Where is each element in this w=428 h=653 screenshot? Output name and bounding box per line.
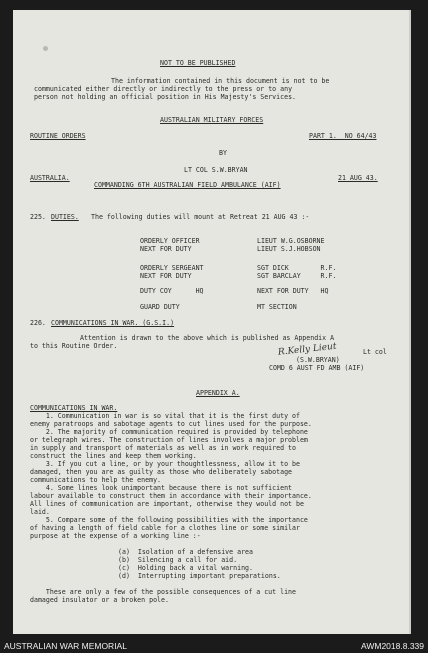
australia-label: AUSTRALIA. (30, 174, 70, 182)
archive-footer (0, 640, 428, 653)
duty-role: DUTY COY HQ (140, 287, 204, 295)
duty-person: LIEUT W.G.OSBORNE (257, 237, 325, 245)
commanding-line: COMMANDING 6TH AUSTRALIAN FIELD AMBULANCE (AIF) (94, 181, 281, 189)
duty-person: MT SECTION (257, 303, 297, 311)
paper-mark (43, 46, 48, 51)
item-225-title: DUTIES. (51, 213, 79, 221)
appendix-line: construct the lines and keep them working. (30, 452, 197, 460)
duty-person: SGT DICK R.F. (257, 264, 337, 272)
appendix-subtitle: COMMUNICATIONS IN WAR. (30, 404, 118, 412)
duty-person: NEXT FOR DUTY HQ (257, 287, 329, 295)
item-226-number: 226. (30, 319, 46, 327)
accession-number: AWM2018.8.339 (361, 641, 424, 651)
appendix-line: 4. Some lines look unimportant because there is not sufficient (30, 484, 293, 492)
not-published-heading: NOT TO BE PUBLISHED (160, 59, 236, 67)
appendix-line: purpose at the expense of a working line :- (30, 532, 201, 540)
appendix-line: of having a length of field cable for a clothes line or some similar (30, 524, 300, 532)
item-225-number: 225. (30, 213, 46, 221)
institution-label: AUSTRALIAN WAR MEMORIAL (4, 641, 127, 651)
signature-unit: COMD 6 AUST FD AMB (AIF) (269, 364, 365, 372)
appendix-list-item: (b) Silencing a call for aid. (118, 556, 238, 564)
signature-rank: Lt col (363, 348, 387, 356)
appendix-line: laid. (30, 508, 50, 516)
appendix-line: damaged, then you are as guilty as those who deliberately sabotage (30, 468, 293, 476)
appendix-list-item: (c) Holding back a vital warning. (118, 564, 253, 572)
signature-name: (S.W.BRYAN) (296, 356, 340, 364)
appendix-line: labour available to construct them in accordance with their importance. (30, 492, 312, 500)
duty-person: LIEUT S.J.HOBSON (257, 245, 321, 253)
appendix-list-item: (d) Interrupting important preparations. (118, 572, 281, 580)
duty-role: ORDERLY OFFICER (140, 237, 200, 245)
duty-role: NEXT FOR DUTY (140, 245, 192, 253)
appendix-line: in supply and transport of materials as well as in work required to (30, 444, 296, 452)
item-225-text: The following duties will mount at Retreat 21 AUG 43 :- (91, 213, 310, 221)
appendix-line: or telegraph wires. The construction of lines involves a major problem (30, 436, 308, 444)
appendix-line: enemy paratroops and sabotage agents to cut lines used for the purpose. (30, 420, 312, 428)
commander-name: LT COL S.W.BRYAN (184, 166, 248, 174)
closing-line-2: damaged insulator or a broken pole. (30, 596, 169, 604)
item-226-title: COMMUNICATIONS IN WAR. (G.S.I.) (51, 319, 175, 327)
closing-line-1: These are only a few of the possible consequences of a cut line (30, 588, 296, 596)
appendix-line: 3. If you cut a line, or by your thoughtlessness, allow it to be (30, 460, 300, 468)
forces-heading: AUSTRALIAN MILITARY FORCES (160, 116, 264, 124)
order-date: 21 AUG 43. (338, 174, 378, 182)
duty-role: ORDERLY SERGEANT (140, 264, 204, 272)
duty-person: SGT BARCLAY R.F. (257, 272, 337, 280)
item-226-line-1: Attention is drawn to the above which is published as Appendix A (80, 334, 335, 342)
document-page (13, 10, 411, 634)
appendix-list-item: (a) Isolation of a defensive area (118, 548, 253, 556)
by-label: BY (219, 149, 227, 157)
duty-role: NEXT FOR DUTY (140, 272, 192, 280)
part-number: PART 1. NO 64/43 (309, 132, 377, 140)
notice-line-3: person not holding an official position in His Majesty's Services. (34, 93, 297, 101)
notice-line-2: communicated either directly or indirectly to the press or to any (34, 85, 293, 93)
appendix-line: 2. The majority of communication required is provided by telephone (30, 428, 308, 436)
item-226-line-2: to this Routine Order. (30, 342, 118, 350)
appendix-line: 1. Communication in war is so vital that it is the first duty of (30, 412, 300, 420)
appendix-title: APPENDIX A. (196, 389, 240, 397)
appendix-line: communications to help the enemy. (30, 476, 162, 484)
duty-role: GUARD DUTY (140, 303, 180, 311)
appendix-line: All lines of communication are important, otherwise they would not be (30, 500, 304, 508)
routine-orders-heading: ROUTINE ORDERS (30, 132, 86, 140)
handwritten-signature: R.Kelly Lieut (277, 341, 337, 358)
notice-line-1: The information contained in this document is not to be (111, 77, 330, 85)
appendix-line: 5. Compare some of the following possibilities with the importance (30, 516, 308, 524)
